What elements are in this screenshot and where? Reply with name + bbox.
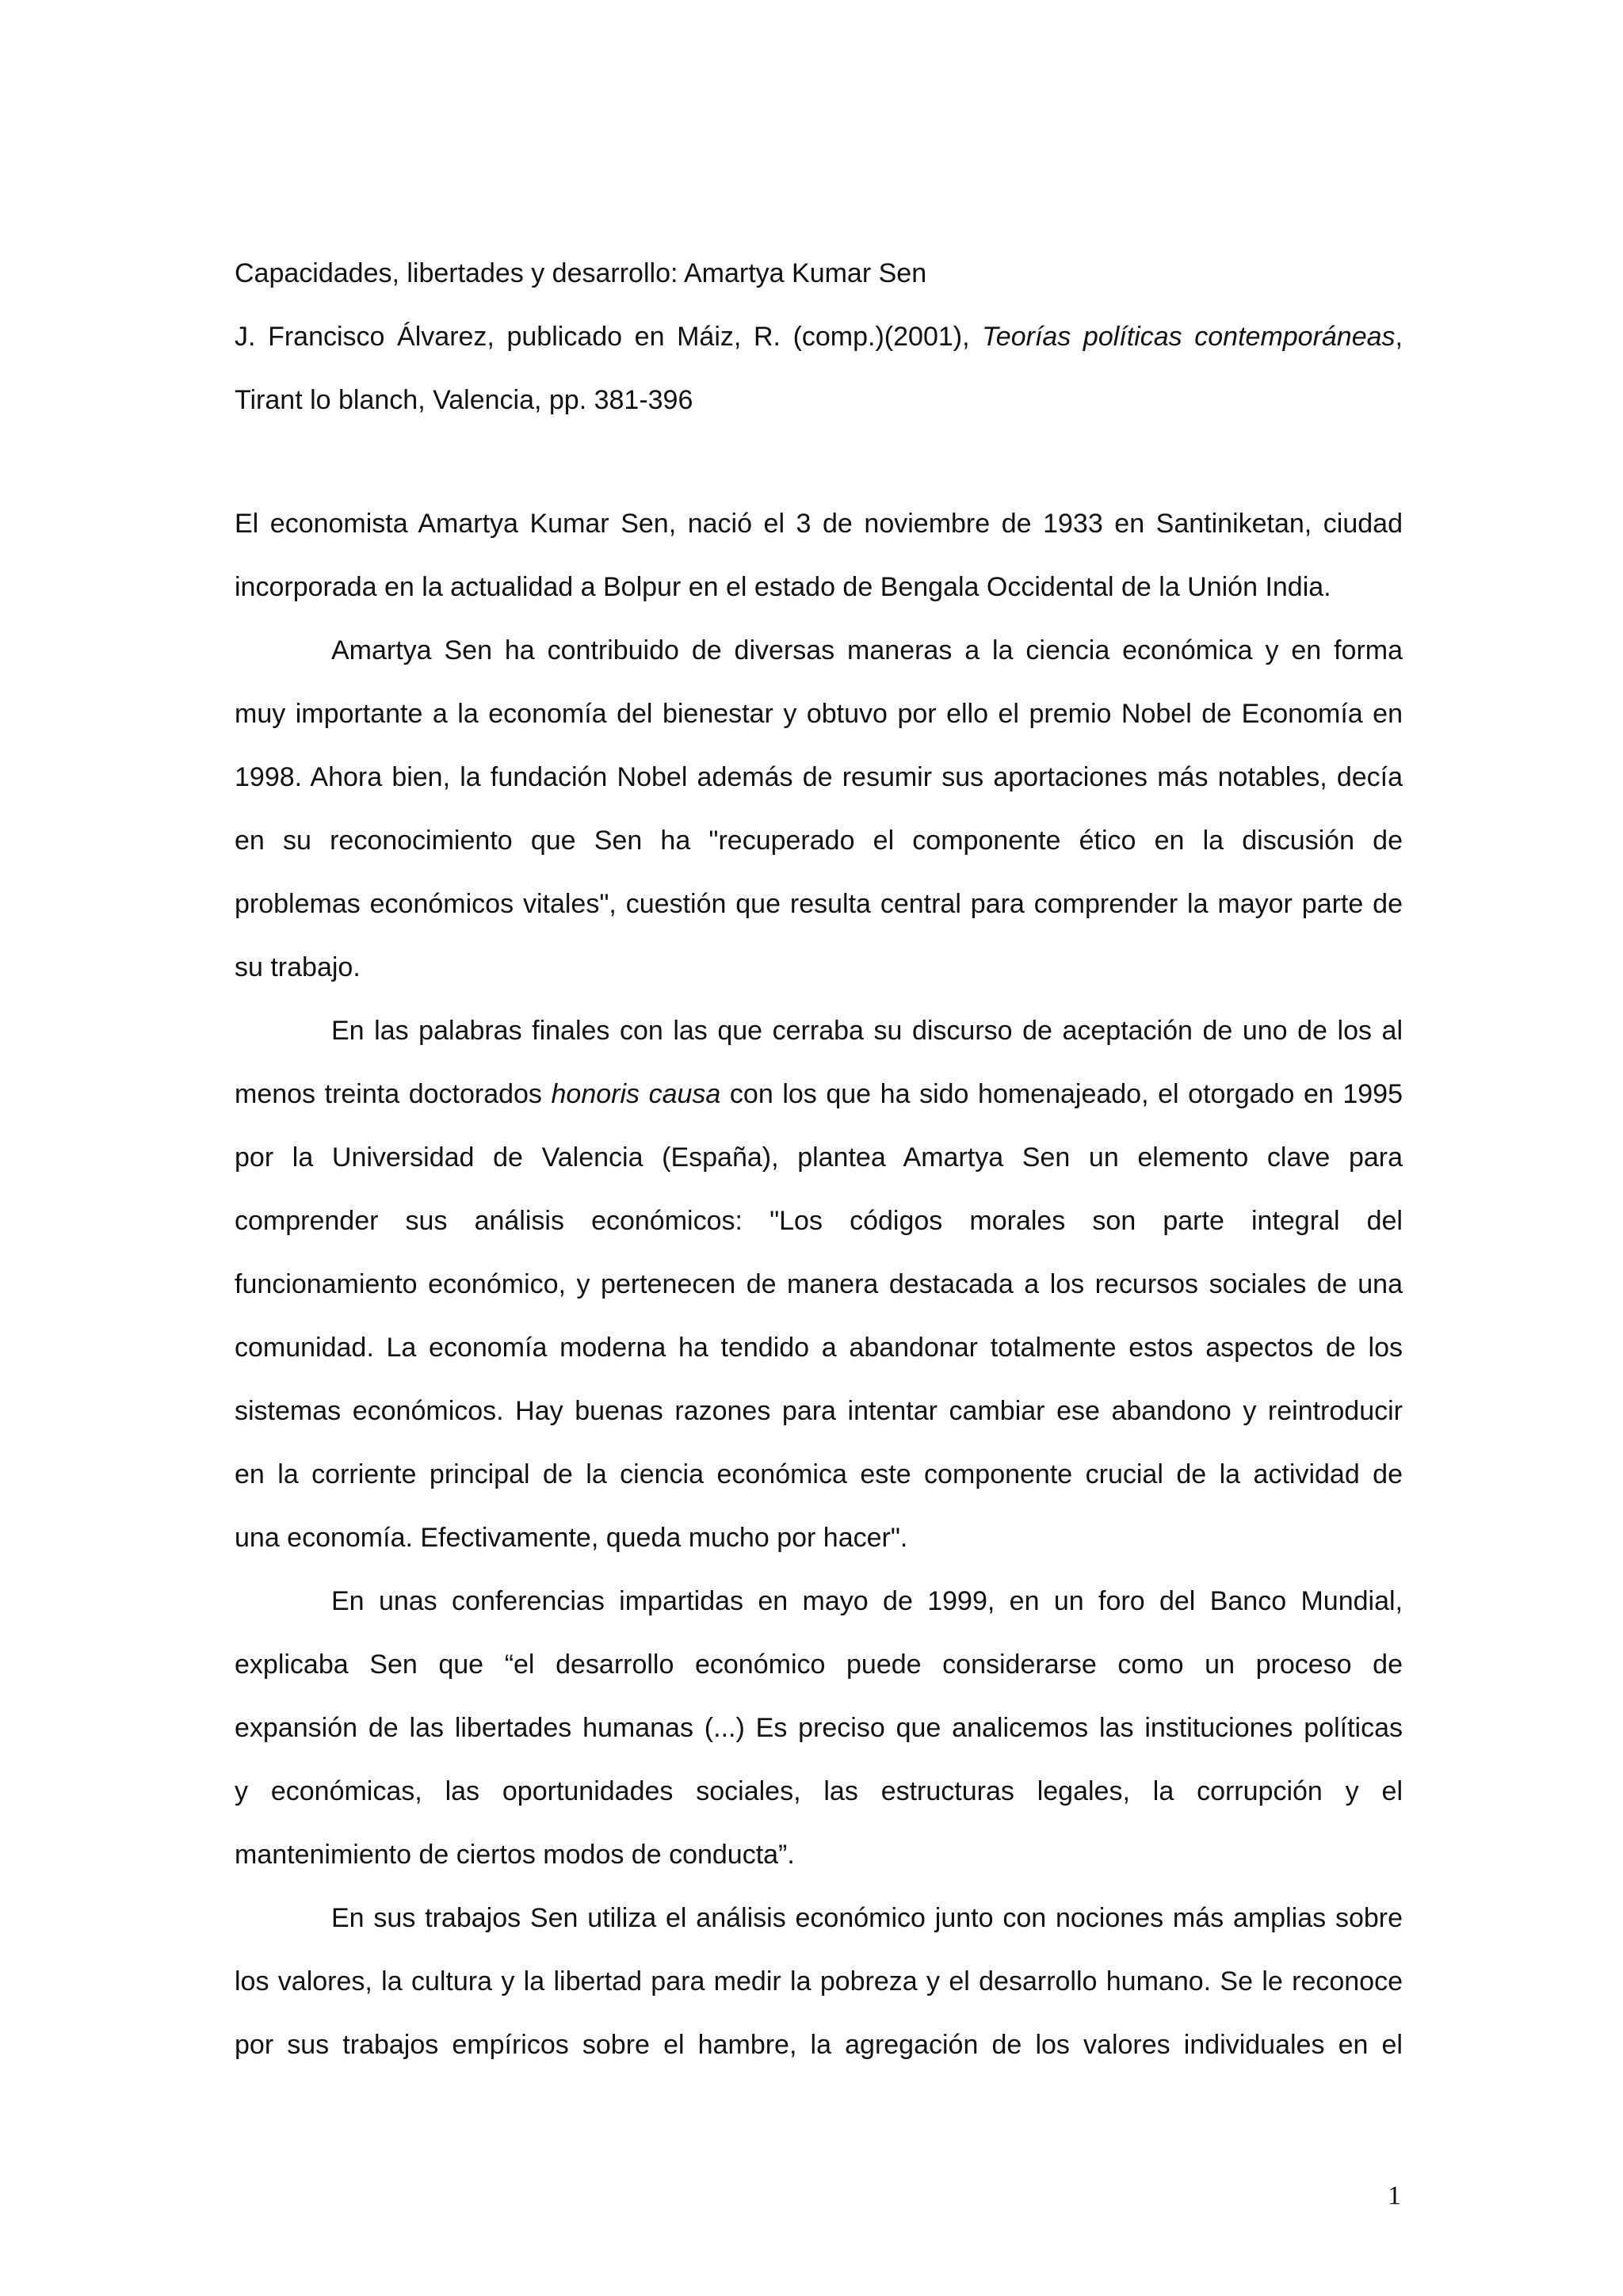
citation-line-2: Tirant lo blanch, Valencia, pp. 381-396 [235, 385, 693, 415]
paragraph-1-line: incorporada en la actualidad a Bolpur en el estado de Bengala Occidental de la Unión India. [235, 572, 1331, 602]
paragraph-3-line: comunidad. La economía moderna ha tendido a abandonar totalmente estos aspectos de los [235, 1333, 1403, 1363]
paragraph-2-line: problemas económicos vitales", cuestión que resulta central para comprender la mayor parte de [235, 889, 1403, 919]
page-number: 1 [1388, 2181, 1401, 2210]
citation-line-1 [235, 305, 1403, 368]
paragraph-3-line: comprender sus análisis económicos: "Los códigos morales son parte integral del [235, 1206, 1403, 1236]
paragraph-4-line: expansión de las libertades humanas (...) Es preciso que analicemos las instituciones políticas [235, 1713, 1403, 1743]
paragraph-3-line: por la Universidad de Valencia (España), plantea Amartya Sen un elemento clave para [235, 1142, 1403, 1173]
paragraph-4-line: En unas conferencias impartidas en mayo de 1999, en un foro del Banco Mundial, [331, 1586, 1403, 1616]
paragraph-3-line: sistemas económicos. Hay buenas razones para intentar cambiar ese abandono y reintroducir [235, 1396, 1403, 1426]
paragraph-5-line: En sus trabajos Sen utiliza el análisis económico junto con nociones más amplias sobre [331, 1903, 1403, 1933]
paragraph-2-line: 1998. Ahora bien, la fundación Nobel además de resumir sus aportaciones más notables, decía [235, 762, 1403, 792]
paragraph-2-line: muy importante a la economía del bienestar y obtuvo por ello el premio Nobel de Economía en [235, 699, 1403, 729]
citation-comma: , [1395, 322, 1403, 352]
paragraph-3-text: con los que ha sido homenajeado, el otorgado en 1995 [720, 1079, 1403, 1109]
paragraph-3-line: En las palabras finales con las que cerraba su discurso de aceptación de uno de los al [331, 1016, 1403, 1046]
paragraph-3-line: funcionamiento económico, y pertenecen de manera destacada a los recursos sociales de una [235, 1269, 1403, 1299]
paragraph-3-text: menos treinta doctorados [235, 1079, 552, 1109]
paragraph-3-line: en la corriente principal de la ciencia económica este componente crucial de la actividad de [235, 1459, 1403, 1489]
italic-phrase: honoris causa [551, 1079, 721, 1109]
paragraph-4-line: explicaba Sen que “el desarrollo económico puede considerarse como un proceso de [235, 1650, 1403, 1680]
paragraph-5-line: por sus trabajos empíricos sobre el hambre, la agregación de los valores individuales en el [235, 2030, 1403, 2060]
paragraph-2-line: Amartya Sen ha contribuido de diversas maneras a la ciencia económica y en forma [331, 635, 1403, 666]
document-body [235, 492, 1403, 2077]
paragraph-3-line [235, 1062, 1403, 1126]
paragraph-2-line: su trabajo. [235, 952, 361, 982]
paragraph-5-line: los valores, la cultura y la libertad para medir la pobreza y el desarrollo humano. Se le reconoce [235, 1966, 1403, 1997]
paragraph-4-line: y económicas, las oportunidades sociales, las estructuras legales, la corrupción y el [235, 1776, 1403, 1806]
citation-book-title: Teorías políticas contemporáneas [982, 322, 1396, 352]
document-title: Capacidades, libertades y desarrollo: Amartya Kumar Sen [235, 258, 927, 288]
paragraph-3-line: una economía. Efectivamente, queda mucho por hacer". [235, 1523, 908, 1553]
document-header [235, 242, 1403, 432]
citation-text: J. Francisco Álvarez, publicado en Máiz, R. (comp.)(2001), [235, 322, 983, 352]
paragraph-1-line: El economista Amartya Kumar Sen, nació el 3 de noviembre de 1933 en Santiniketan, ciudad [235, 509, 1403, 539]
paragraph-2-line: en su reconocimiento que Sen ha "recuperado el componente ético en la discusión de [235, 826, 1403, 856]
paragraph-4-line: mantenimiento de ciertos modos de conducta”. [235, 1840, 795, 1870]
